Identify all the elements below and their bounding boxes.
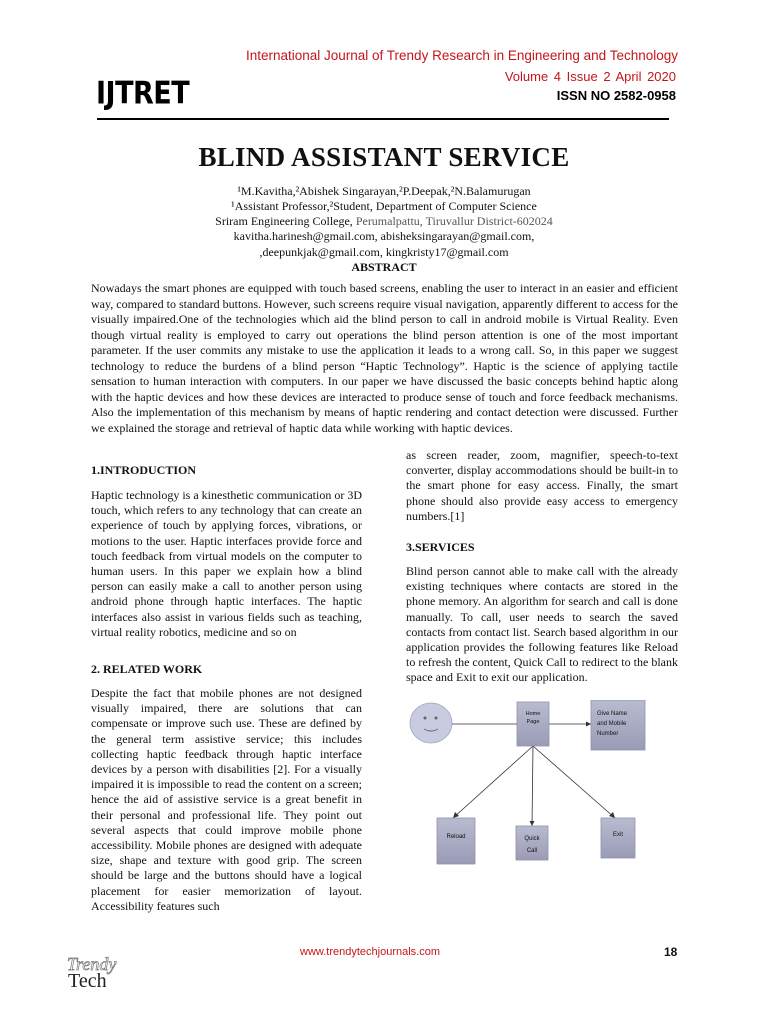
footer-website-link[interactable]: www.trendytechjournals.com xyxy=(300,946,441,958)
arrow-home-to-quick-call xyxy=(532,746,533,826)
page-number: 18 xyxy=(664,945,678,959)
exit-label: Exit xyxy=(612,832,624,838)
arrow-home-to-reload xyxy=(453,746,533,818)
introduction-body: Haptic technology is a kinesthetic communication or 3D touch, which refers to any technology that can create an experience of touch by applying forces, vibrations, or motions to the user. Haptic interfaces provide force and touch feedback from virtual models on the computer to human users. In this paper we explain how a blind person can easily make a call to another person using android phone through haptic interfaces. The haptic interfaces also assist in various fields such as teaching, virtual reality robotics, medicine and so on xyxy=(91,488,362,639)
journal-issn: ISSN NO 2582-0958 xyxy=(556,88,676,103)
paper-title: BLIND ASSISTANT SERVICE xyxy=(198,142,570,172)
quick-call-label-line-2: Call xyxy=(526,848,538,854)
author-emails-line-1: kavitha.harinesh@gmail.com, abisheksingarayan@gmail.com, xyxy=(233,229,535,243)
services-body: Blind person cannot able to make call with the already existing techniques where contacts are stored in the phone memory. An algorithm for search and call is done manually. To call, user needs to search the saved contacts from contact list. Search based algorithm in our application provides the following features like Reload to refresh the content, Quick Call to redirect to the blank space and Exit to exit our application. xyxy=(406,564,678,685)
give-name-label-line-1: Give Name xyxy=(597,711,628,717)
journal-name: International Journal of Trendy Research in Engineering and Technology xyxy=(245,48,678,63)
author-emails-line-2: ,deepunkjak@gmail.com, kingkristy17@gmail.com xyxy=(259,245,509,259)
author-list: ¹M.Kavitha,²Abishek Singarayan,²P.Deepak,²N.Balamurugan xyxy=(237,184,531,198)
affiliation-role: ¹Assistant Professor,²Student, Department of Computer Science xyxy=(231,199,537,213)
quick-call-label-line-1: Quick xyxy=(524,836,540,842)
journal-logo: IJTRET xyxy=(96,76,190,112)
home-page-label-line-1: Home xyxy=(525,711,541,717)
reload-node xyxy=(437,818,475,864)
header-divider xyxy=(97,118,669,120)
affiliation-line xyxy=(0,214,768,229)
abstract-heading: ABSTRACT xyxy=(351,260,417,274)
home-page-label-line-2: Page xyxy=(526,719,540,725)
related-work-heading: 2. RELATED WORK xyxy=(91,662,203,676)
user-face-icon xyxy=(410,703,452,743)
service-flow-diagram xyxy=(405,700,671,880)
services-heading: 3.SERVICES xyxy=(406,540,475,554)
journal-volume: Volume 4 Issue 2 April 2020 xyxy=(504,69,676,84)
related-work-continued: as screen reader, zoom, magnifier, speech-to-text converter, display accommodations should be built-in to the smart phone for easy access. Finally, the smart phone should also provide easy access to emergency numbers.[1] xyxy=(406,448,678,523)
reload-label: Reload xyxy=(446,834,466,840)
college-name: Sriram Engineering College, xyxy=(215,214,353,228)
give-name-node xyxy=(591,700,645,750)
introduction-heading: 1.INTRODUCTION xyxy=(91,463,197,477)
give-name-label-line-3: Number xyxy=(597,731,619,737)
logo-bottom-word: Tech xyxy=(68,970,107,990)
abstract-body: Nowadays the smart phones are equipped with touch based screens, enabling the user to interact in an easier and efficient way, compared to standard buttons. However, such screens require visual navigation, apparently different to access for the visually impaired.One of the technologies which aid the blind person to call in android mobile is Virtual Reality. Even though virtual reality is employed to carry out operations the blind person attention is one of the most important parameter. If the user commits any mistake to use the application it leads to a wrong call. So, in this paper we suggest technology to reduce the burdens of a blind person “Haptic Technology”. Haptic is the science of applying tactile sensation to human interaction with computers. In our paper we have discussed the basic concepts behind haptic along with the haptic devices and how these devices are interacted to produce sense of touch and force feedback mechanisms. Also the implementation of this mechanism by means of haptic rendering and contact detection were discussed. Further we explained the storage and retrieval of haptic data while working with haptic devices. xyxy=(91,281,678,435)
college-location: Perumalpattu, Tiruvallur District-602024 xyxy=(355,214,553,228)
logo-top-word: Trendy xyxy=(67,954,117,974)
exit-node xyxy=(601,818,635,858)
give-name-label-line-2: and Mobile xyxy=(597,721,627,727)
trendy-tech-logo xyxy=(62,954,154,990)
related-work-body: Despite the fact that mobile phones are not designed visually impaired, there are solutions that can compensate or improve such use. These are defined by the general term assistive service; this includes collecting haptic feedback through haptic interface devices by a person with disabilities [2]. For a visually impaired it is impossible to read the content on a screen; hence the aid of assistive service is a great benefit in their personal and professional life. They point out several aspects that could improve mobile phone accessibility. Mobile phones are designed with adequate size, shape and texture with good grip. The screen should be large and the buttons should have a logical placement for easier memorization of layout. Accessibility features such xyxy=(91,686,362,913)
arrow-home-to-exit xyxy=(533,746,615,818)
quick-call-node xyxy=(516,826,548,860)
home-page-node xyxy=(517,702,549,746)
